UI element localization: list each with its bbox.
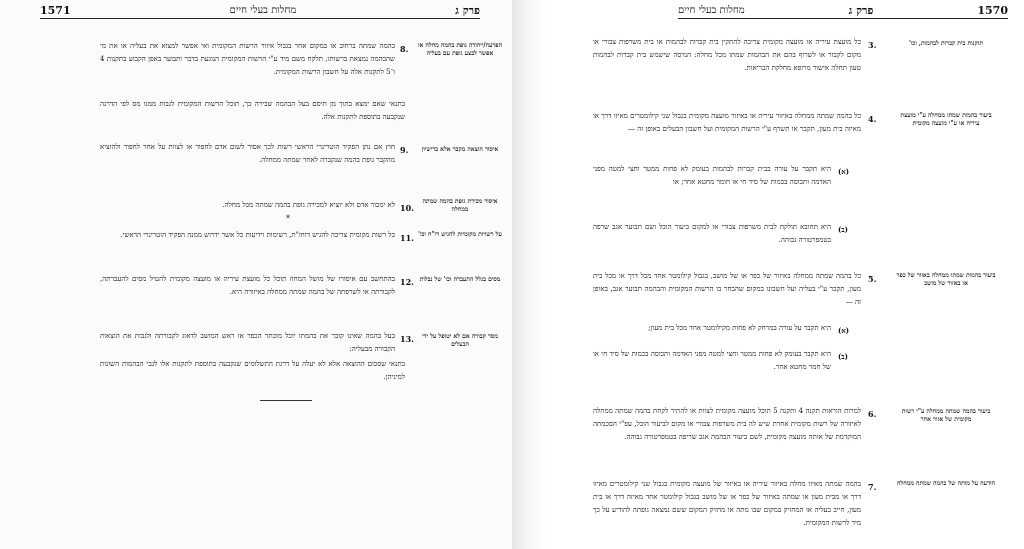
right-page bbox=[548, 0, 1024, 549]
sub-number: (ב) bbox=[838, 352, 848, 361]
section-text: כל רשות מקומית צריכה להגיש דוחו"ת, רשימות וידיעות כל אשר ידרוש ממנה הפקיד הוטרינרי הראשי. bbox=[120, 231, 395, 239]
section-number: 7. bbox=[868, 482, 877, 492]
section-text: בתנאי שסכום ההוצאה אלא לא יעלה על דרגת התשלומים שנקבעה בתוספת לתקנות אלו לגבי הבהמות השונות למיניהן. bbox=[100, 360, 405, 381]
section-number: 8. bbox=[400, 44, 409, 54]
end-rule bbox=[260, 400, 312, 401]
section-text: חוץ אם נתן הפקיד הוטרינרי הראשי רשות לכך אסור לשום אדם לחפור או לצוות על אחר לחפור ולהוציא מהקבר גופת בהמה שנקברה לאחר שמתה ממחלה. bbox=[100, 143, 395, 164]
section-number: 6. bbox=[868, 409, 877, 419]
left-running-title: מחלות בעלי חיים bbox=[229, 4, 297, 16]
section-text: כל בהמה שמתה ממחלה באיזור עיריה או באיזור מועצה מקומית בגבול שני קילומטרים מאיזו דרך או מאיזה בית מעון, תקבר או תשרף ע"י הרשות המקומית ועל חשבון הבעלים באופן זה — bbox=[593, 112, 861, 133]
section-text: בהמה שמתה מאיזו מחלה באיזור עיריה או באיזור של מועצה מקומית בגבול שני קילומטרים מאיזו דרך או מבית מעון או שמתה באיזור של כפר או של מושב בגבול קילומטר אחד מאיזה דרך או בית מעון, חייב בעליה או המחזיק במקום שבו מתה או מחזיק המקום ששם נמצאה גופתה להודיע על כך מיד לרשות המקומית. bbox=[593, 480, 861, 527]
margin-note: מסר קבורה אם לא יטופל על ידי הבעלים bbox=[422, 333, 498, 348]
section-number: 10. bbox=[400, 203, 414, 213]
sub-text: היא תחובא תולקח לבית משרפות צבורי או למקום ביעור הובל ושם תבוער אגב שרפה בטמפרטורה גבוהה. bbox=[593, 223, 831, 244]
section-number: 12. bbox=[400, 277, 414, 287]
section-text: בהתחשב עם איסורו של מושל המחוז תוכל כל מועצת עיריה או מועצה מקומית להטיל מסים להעברתה, לקבורתה או לשרפתה של בהמה שמתה ממחלה באיזורה היא. bbox=[100, 275, 395, 296]
sub-text: היא תקבר בעומק לא פחות ממטר וחצי למטה מפני האדמה ותכוסה בכמות של סיד חי או של חמר מחטא אחר. bbox=[593, 350, 831, 371]
sub-number: (א) bbox=[838, 167, 850, 176]
section-text: בעל בהמה שאינו קובר את בהמתו יוכל מוכתר הכפר או ראש המושב לדאוג לקבורתה ולגבות את הוצאות הקבורה מבעליה: bbox=[100, 332, 395, 353]
section-text: לא ימכור אדם ולא יוציא למכירה גופת בהמה שמתה מכל מחלה. bbox=[222, 201, 395, 209]
margin-note: איסור מכירת גופת בהמה שמתה ממחלה bbox=[422, 198, 498, 213]
right-header-rule bbox=[678, 18, 1008, 19]
margin-note: הודעה על מותה של בהמה שמתה ממחלה bbox=[897, 480, 995, 487]
margin-note: ביעור בהמות שמתו ממחלה ע"י מועצת עיריה או ע"י מועצה מקומית bbox=[900, 112, 992, 127]
margin-note: מסים בגלל התעברה וכו' של נבלות bbox=[419, 276, 501, 283]
section-number: 11. bbox=[400, 233, 414, 243]
left-page-header bbox=[40, 2, 480, 18]
sub-text: היא תקבר על עורה בבית קברות לבהמות בעומק לא פחות ממטר וחצי למטה מפני האדמה ותכוסה בכמות של סיד חי או חומר מחטא אחר; או bbox=[593, 165, 831, 186]
right-page-header bbox=[678, 2, 1008, 18]
left-chapter-label: פרק ג bbox=[455, 3, 480, 17]
section-number: 3. bbox=[868, 40, 877, 50]
margin-note: על רשויות מקומיות להגיש דו"ח וכו' bbox=[418, 231, 502, 238]
section-number: 5. bbox=[868, 274, 877, 284]
right-running-title: מחלות בעלי חיים bbox=[678, 4, 745, 16]
sub-number: (ב) bbox=[838, 225, 848, 234]
book-gutter bbox=[512, 0, 548, 549]
right-page-number: 1570 bbox=[977, 3, 1008, 17]
left-page-number: 1571 bbox=[40, 3, 71, 17]
section-number: 4. bbox=[868, 114, 877, 124]
right-chapter-label: פרק ג bbox=[848, 3, 874, 17]
sub-number: (א) bbox=[838, 326, 850, 335]
sub-text: היא תקבר על עורה במרחק לא פחות מקילומטר אחד מכל בית מעון; bbox=[648, 324, 831, 332]
section-number: 9. bbox=[400, 145, 409, 155]
margin-note: ביעור בהמה שמתה ממחלה ע"י רשות מקומית של אזור אחר bbox=[901, 408, 991, 423]
section-text: בתנאי שאם ימצא בתוך מן תיסם בעל הבהמה שבירה כך, תוכל הרשות המקומית לגבות ממנו מס לפי הדרגה שנקבעה בתוספת לתקנות אלה. bbox=[100, 100, 405, 121]
section-text: למרות הוראות תקנה 4 ותקנה 5 תוכל מועצה מקומית לצוות או להתיר לקחת בהמה שמתה ממחלה לאיזורה של רשות מקומית אחרת שיש לה בית משרפות צבורי או מקום לביעור הובל, עפ"י הסכמתה המוקדמת של אותה מועצה מקומית, לשם ביעור הבהמה אגב שריפה בטמפרטורה גבוהה. bbox=[593, 407, 862, 441]
margin-note: תוקנות בית קברות לבהמות, וכו' bbox=[908, 40, 984, 47]
asterisk-mark: * bbox=[286, 214, 290, 223]
margin-note: ביעור בהמות שמתו ממחלה באזור של כפר או באזור של מושב bbox=[896, 272, 996, 287]
left-header-rule bbox=[40, 18, 480, 19]
section-text: כל בהמה שמתה ממחלה באיזור של כפר או של מושב, בגבול קילומטר אחד מכל דרך או מכל בית מעון, תקבר ע"י בעליה ועל חשבונו במקום שהבחר בו הרשות המקומית והבהמה תבוער אגב, באופן זה — bbox=[593, 272, 861, 306]
section-text: בהמה שמתה ברחוב או במקום אחר בגבול איזור הרשות המקומית ואי אפשר למצוא את בעליה או את מי שהבהמה נמצאת ברשותו, תלקח משם מיד ע"י הרשות המקומית הנוגעת בדבר ותבוער באפן הקבוע בתקנות 4 ו־5 לתקנות אלה על חשבון הרשות המקומית. bbox=[100, 42, 395, 76]
section-text: כל מועצת עיריה או מועצה מקומית צריכה להתקין בית קברות לבהמות או בית משרפות צבורי או מקום לקבור או לשרוף בהם את הבהמות שמתו מכל מחלה: הנדסה שישמש בית קברות לבהמות טעון תחלה אישור מרופא מחלקת הבריאות. bbox=[593, 38, 861, 72]
section-number: 13. bbox=[400, 334, 414, 344]
margin-note: איסור הוצאה מקבר אלא ברישיון bbox=[421, 146, 499, 153]
margin-note: הפרעה/ייהודה גופת בהמה מחלה או אפשר לבצע גופת עם בעליה bbox=[417, 42, 503, 57]
